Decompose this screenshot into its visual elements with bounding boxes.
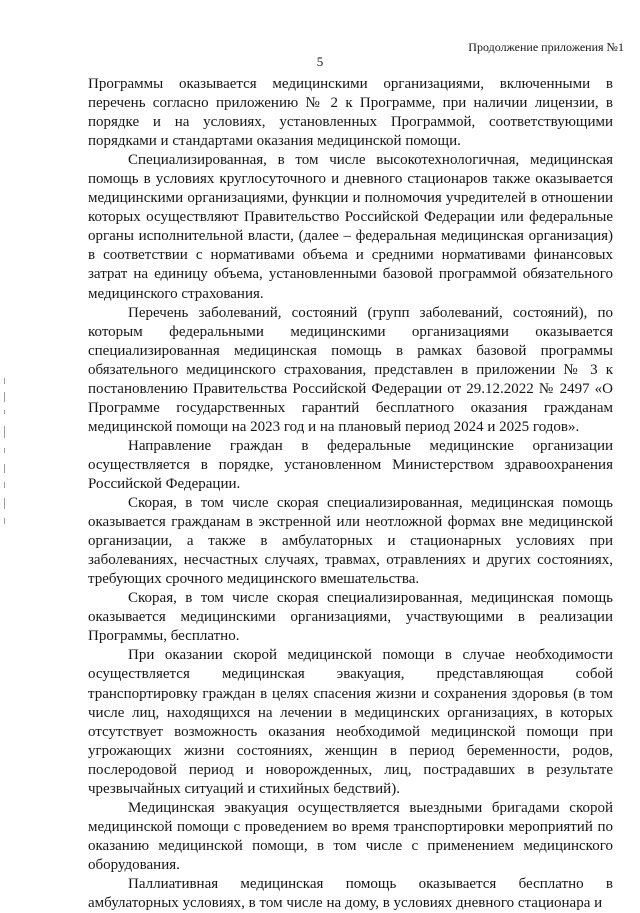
- paragraph: Программы оказывается медицинскими организациями, включенными в перечень согласно приложению № 2 к Программе, при наличии лицензии, в порядке и на условиях, установленных Программой, соответствующими порядками и стандартами оказания медицинской помощи.: [88, 76, 613, 150]
- paragraph: При оказании скорой медицинской помощи в случае необходимости осуществляется медицинская эвакуация, представляющая собой транспортировку граждан в целях спасения жизни и сохранения здоровья (в том числе лиц, находящихся на лечении в медицинских организациях, в которых отсутствует возможность оказания необходимой медицинской помощи при угрожающих жизни состояниях, женщин в период беременности, родов, послеродовой период и новорожденных, лиц, пострадавших в результате чрезвычайных ситуаций и стихийных бедствий).: [88, 647, 613, 797]
- paragraph: Специализированная, в том числе высокотехнологичная, медицинская помощь в условиях круглосуточного и дневного стационаров также оказывается медицинскими организациями, функции и полномочия учредителей в отношении которых осуществляют Правительство Российской Федерации или федеральные органы исполнительной власти, (далее – федеральная медицинская организация) в соответствии с нормативами объема и средними нормативами финансовых затрат на единицу объема, установленными базовой программой обязательного медицинского страхования.: [88, 152, 613, 302]
- paragraph: Перечень заболеваний, состояний (групп заболеваний, состояний), по которым федеральными медицинскими организациями оказывается специализированная медицинская помощь в рамках базовой программы обязательного медицинского страхования, представлен в приложении № 3 к постановлению Правительства Российской Федерации от 29.12.2022 № 2497 «О Программе государственных гарантий бесплатного оказания гражданам медицинской помощи на 2023 год и на плановый период 2024 и 2025 годов».: [88, 304, 613, 435]
- paragraph: Направление граждан в федеральные медицинские организации осуществляется в порядке, установленном Министерством здравоохранения Российской Федерации.: [88, 437, 613, 492]
- paragraph: Скорая, в том числе скорая специализированная, медицинская помощь оказывается медицинскими организациями, участвующими в реализации Программы, бесплатно.: [88, 590, 613, 645]
- paragraph: Скорая, в том числе скорая специализированная, медицинская помощь оказывается гражданам в экстренной или неотложной формах вне медицинской организации, а также в амбулаторных и стационарных условиях при заболеваниях, несчастных случаях, травмах, отравлениях и других состояниях, требующих срочного медицинского вмешательства.: [88, 495, 613, 588]
- appendix-continuation-note: Продолжение приложения №1: [468, 40, 624, 54]
- paragraph: Паллиативная медицинская помощь оказывается бесплатно в амбулаторных условиях, в том числе на дому, в условиях дневного стационара и: [88, 875, 613, 912]
- page-number: 5: [316, 54, 324, 69]
- paragraph: Медицинская эвакуация осуществляется выездными бригадами скорой медицинской помощи с проведением во время транспортировки мероприятий по оказанию медицинской помощи, в том числе с применением медицинского оборудования.: [88, 799, 613, 873]
- margin-scan-marks: [2, 378, 8, 528]
- document-body: [88, 75, 613, 913]
